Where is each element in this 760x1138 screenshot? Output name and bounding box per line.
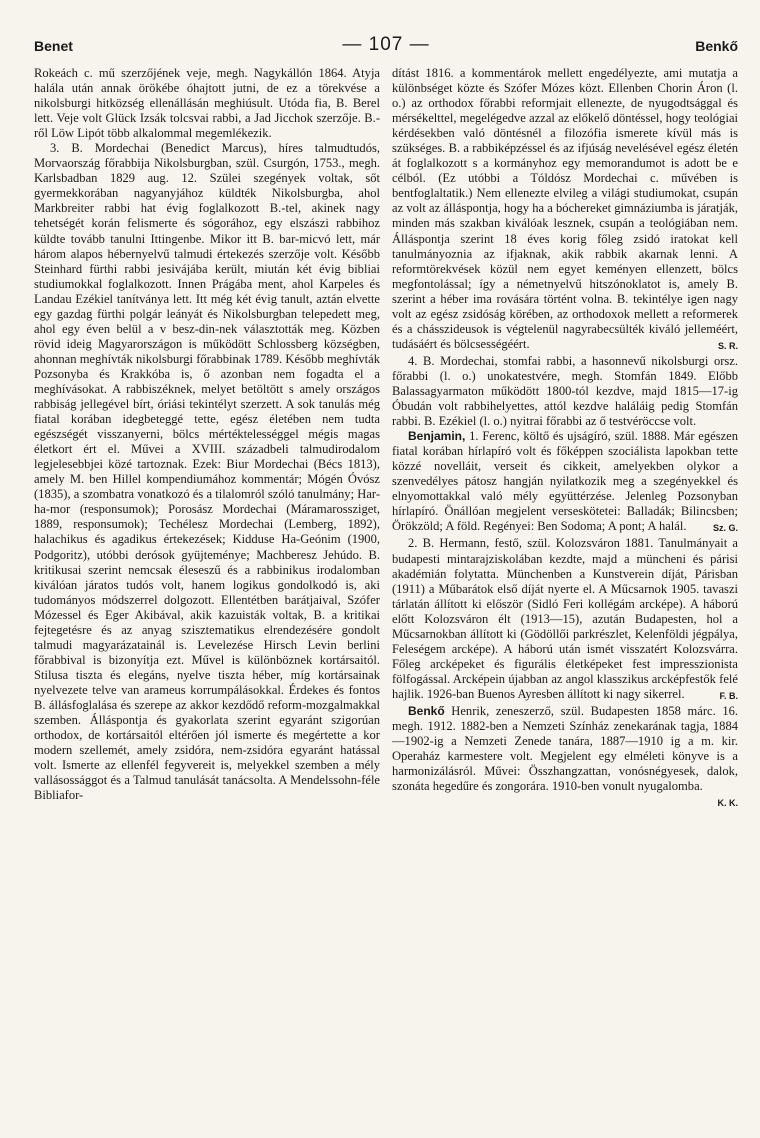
page-header — [34, 34, 738, 60]
entry-headword: Benjamin, — [408, 429, 466, 444]
paragraph — [392, 66, 738, 352]
paragraph-text: dítást 1816. a kommentárok mellett engedélyezte, ami mutatja a különbséget közte és Szófer Mózes közt. Ellenben Chorin Áron (l. o.) az orthodox főrabbi reformjait ellenezte, de nyugodtsággal és mérsékelttel, megelégedve azzal az előkelő döntéssel, hogy teológiai kérdésekben való döntésnél a filozófia ismerete kívül más is szükséges. B. a rabbiképzéssel és az ifjúság nevelésével egész életén át foglalkozott s a kormányhoz egy memorandumot is adott be e célból. (Ez utóbbi a Tóldósz Mordechai c. művében is bentfoglaltatik.) Nem ellenezte elvileg a világi studiumokat, csupán az volt az álláspontja, hogy ha a bóchereket gimnáziumba is járatják, minden más szakban kiválóak lesznek, csupán a teológiában nem. Álláspontja szerint 18 éves korig főleg zsidó iratokat kell tanulmányoznia az ifjaknak, akik rabbik akarnak lenni. A reformtörekvések közül nem egyet keményen ellenzett, bölcs megfontolással; így a németnyelvű hitszónoklatot is, amely B. szerint a héber ima rovására történt volna. B. tekintélye igen nagy volt az egész zsidóság körében, az orthodoxok mellett a reformerek és a chásszideusok is végtelenül nagyrabecsülték kiváló jelleméért, tudásáért és bölcsességéért. — [392, 66, 738, 351]
left-column — [34, 66, 380, 811]
paragraph — [392, 354, 738, 429]
paragraph-text: Henrik, zeneszerző, szül. Budapesten 1858 márc. 16. megh. 1912. 1882-ben a Nemzeti Színház zenekarának tagja, 1884—1902-ig a Nemzeti Zenede tanára, 1887—1910 ig a m. kir. Operaház karmestere volt. Megjelent egy elméleti könyve is a harmonizálásról. Művei: Összhangzattan, vonósnégyesek, dalok, szonáta hegedűre és zongorára. 1910-ben vonult nyugalomba. — [392, 703, 738, 794]
paragraph-text: 1. Ferenc, költő és ujságíró, szül. 1888. Már egészen fiatal korában hírlapíró volt és főképpen szociálista lapokban tette közzé novelláit, verseit és cikkeit, amelyekben olykor a szenvedélyes pátosz hangján nyilatkozik meg a szegényekkel és elnyomottakkal való mély együttérzése. Jelenleg Pozsonyban hírlapíró. Önállóan megjelent verseskötetei: Balladák; Bilincsben; Örökzöld; A föld. Regényei: Ben Sodoma; A pont; A halál. — [392, 429, 738, 534]
author-signature: Sz. G. — [712, 523, 738, 534]
header-right-keyword: Benkő — [695, 38, 738, 54]
author-signature: K. K. — [717, 798, 738, 809]
author-signature: F. B. — [719, 690, 738, 701]
entry-paragraph — [392, 703, 738, 809]
entry-headword: Benkő — [408, 703, 445, 718]
paragraph — [392, 536, 738, 702]
entry-paragraph — [392, 429, 738, 534]
paragraph-text: 4. B. Mordechai, stomfai rabbi, a hasonnevű nikolsburgi orsz. főrabbi (l. o.) unokatestvére, megh. Stomfán 1849. Előbb Balassagyarmaton működött 1800-tól kezdve, majd 1815—17-ig Óbudán volt rabbihelyettes, attól kezdve haláláig pedig Stomfán rabbi. B. Ezékiel (l. o.) nyitrai főrabbi az ő testvéröccse volt. — [392, 353, 738, 429]
paragraph — [34, 66, 380, 141]
header-left-keyword: Benet — [34, 38, 73, 54]
text-columns — [34, 66, 738, 811]
paragraph — [34, 141, 380, 803]
right-column — [392, 66, 738, 811]
paragraph-text: 3. B. Mordechai (Benedict Marcus), híres talmudtudós, Morvaország főrabbija Nikolsburgban, szül. Csurgón, 1753., megh. Karlsbadban 1829 aug. 12. Szülei szegények voltak, sőt gyermekkorában nagyanyjához küldték Nikolsburgba, ahol Markbreiter rabbi hat évig foglalkozott B.-tel, akinek nagy tehetségét korán felismerte és sógorához, egy elszászi rabbihoz küldte tovább tanulni Ittingenbe. Mikor itt B. bar-micvó lett, már három alapos hébernyelvű talmudi értekezés szerzője volt. Később Steinhard fürthi rabbi jesivájába került, miután két évig bibliai studiumokkal foglalkozott. Innen Prágába ment, ahol Karpeles és Landau Ezékiel tanítványa lett. Itt még két évig tanult, aztán elvette egy gazdag fürthi polgár leányát és Nikolsburgban telepedett meg, ahol egy éven belül a v besz-din-nek választották meg. Közben rövid ideig Magyarországon is működött Schlossberg községben, ahonnan meghívták nikolsburgi főrabbinak 1789. Később meghívták Pozsonyba és Krakkóba is, ő azonban nem fogadta el a meghívásokat. A rabbiszéknek, melyet betöltött s amely országos rabbiság jellegével bírt, óriási tekintélyt szerzett. A sok tanulás még fiatal korában idegbeteggé tette, egész életében nem tudta egészségét visszanyerni, bölcs mértéktelességgel mégis magas életkort ért el. Művei a XVIII. századbeli talmudirodalom legjelesebbjei közé tartoznak. Ezek: Biur Mordechai (Bécs 1813), amely M. ben Hillel kompendiumához kommentár; Mógén Óvósz (1835), a szombatra vonatkozó és a tilalomról szóló tanulmány; Har-ha-mor (responsumok); Porosász Mordechai (Máramarossziget, 1889, responsumok); Techélesz Mordechai (Lemberg, 1892), halachikus és agadikus értekezések; Kidduse Ha-Geónim (1900, Podgoritz), utóbbi derósok gyüjteménye; Machberesz Jehúdo. B. kritikusai szerint nemcsak éleseszű és a rabbinikus irodalomban kiválóan járatos tudós volt, hanem logikus gondolkodó is, aki tudományos módszerrel dolgozott. Ellentétben barátjaival, Szófer Mózessel és Eger Akibával, akik kazuisták voltak, B. a kritikai fejtegetésre és az anyag szisztematikus elrendezésére gondolt talmudi magyarázatainál is. Levelezése Hirsch Levin berlini főrabbival is bizonyítja ezt. Művel is különböznek kortársaitól. Stilusa tiszta és elegáns, nyelve tiszta héber, míg kortársainak nyelvezete telve van arameus korrumpálásokkal. Érdekes és fontos B. állásfoglalása és szerepe az akkor kezdődő reform-mozgalmakkal szemben. Álláspontja és gyakorlata szerint egyaránt szigorúan orthodox, de kortársaitól eltérően jól ismerte és megértette a kor modern szellemét, amely zsidóra, nem-zsidóra egyaránt hatással volt. Ismerte az ellenfél fegyvereit is, melyekkel szemben a mély vallásossággot és a Talmud tanulását tanácsolta. A Mendelssohn-féle Bibliafor- — [34, 141, 380, 803]
page-number: — 107 — — [342, 34, 430, 55]
paragraph-text: Rokeách c. mű szerzőjének veje, megh. Nagykállón 1864. Atyja halála után annak örökébe óhajtott jutni, de ez a törekvése a nikolsburgi hitközség ellenállásán meghiúsult. Utóda fia, B. Berel lett. Veje volt Glück Izsák tolcsvai rabbi, a Jad Jicchok szerzője. B.-ről Löw Lipót több alkalommal megemlékezik. — [34, 66, 380, 141]
paragraph-text: 2. B. Hermann, festő, szül. Kolozsváron 1881. Tanulmányait a budapesti mintarajziskolában kezdte, majd a müncheni és párisi akadémián folytatta. Münchenben a Kunstverein díját, Párisban (1911) a Műbarátok első díját nyerte el. A Műcsarnok 1905. tavaszi tárlatán állított ki először (Sidló Feri kollégám arcképe). A háború előtt Kolozsváron élt (1913—15), azután Budapesten, hol a Műcsarnokban állított ki (Gödöllői parkrészlet, Kelenföldi jégpálya, Feleségem arcképe). A háború után ismét visszatért Kolozsvárra. Főleg arcképeket és figurális életképeket fest impresszionista fölfogással. Arcképein újabban az angol klasszikus arcképfestők felé hajlik. 1926-ban Buenos Ayresben állított ki nagy sikerrel. — [392, 536, 738, 701]
author-signature: S. R. — [717, 340, 738, 351]
